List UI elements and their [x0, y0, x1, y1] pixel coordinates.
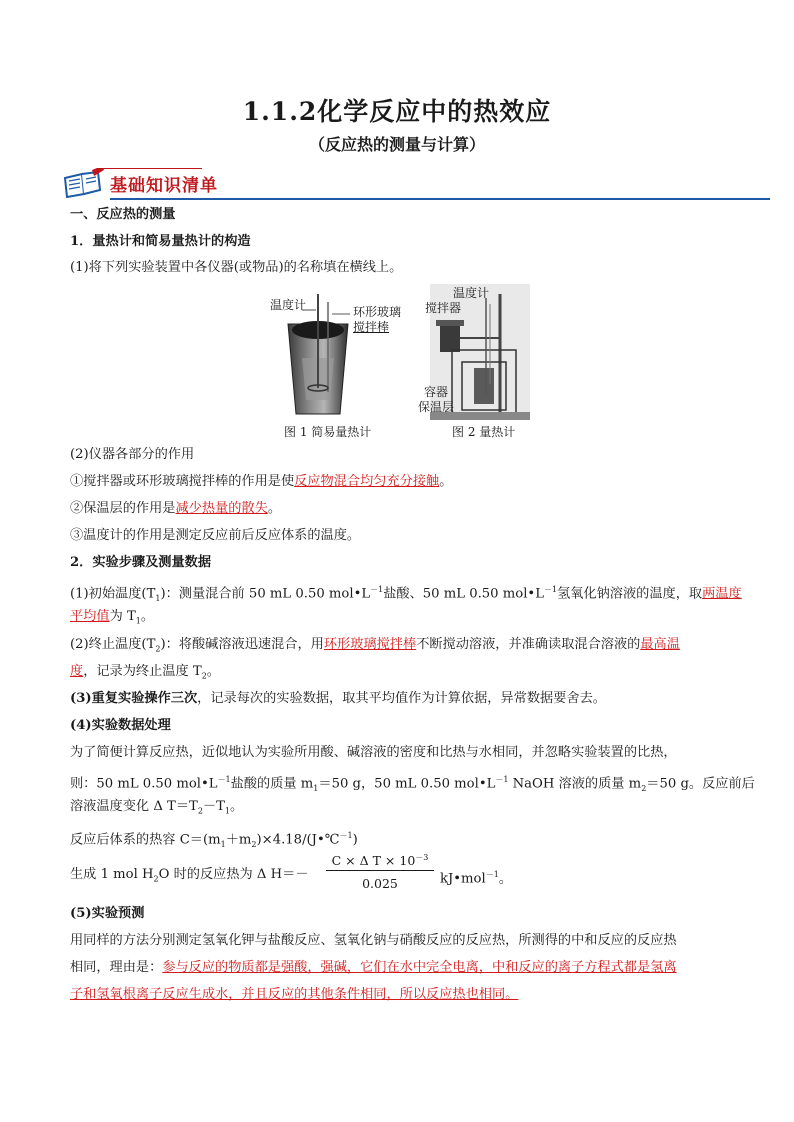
- fraction-bar: [326, 870, 434, 871]
- heading-1: 一、反应热的测量: [70, 207, 176, 222]
- paragraph: 平均值为 $T_1$。: [70, 609, 155, 626]
- answer-blank: 度: [70, 664, 84, 679]
- fig2-caption: 图 2 量热计: [452, 425, 516, 439]
- paragraph: 反应后体系的热容 $C=(m_1+m_2)\times 4.18/(J•℃^{-1})$: [70, 831, 358, 850]
- answer-blank: 两温度: [702, 586, 742, 602]
- page-title: 1.1.2化学反应中的热效应: [242, 97, 552, 126]
- paragraph: 则：50 mL 0.50 $mol•L^{-1}$盐酸的质量 $m_1=50$ g，50 mL 0.50 $mol•L^{-1}$ NaOH 溶液的质量 $m_2=50$ g。反应前后: [70, 775, 755, 794]
- paragraph: 用同样的方法分别测定氢氧化钾与盐酸反应、氢氧化钠与硝酸反应的反应热，所测得的中和反应的反应热: [70, 933, 677, 948]
- header-top-rule: [102, 168, 202, 169]
- paragraph: (1)将下列实验装置中各仪器(或物品)的名称填在横线上。: [70, 260, 403, 275]
- formula-line: 生成 1 mol $H_2O$ 时的反应热为 Δ H＝－: [70, 867, 309, 884]
- heading-2: 2．实验步骤及测量数据: [70, 555, 212, 570]
- page-subtitle: （反应热的测量与计算）: [308, 135, 485, 154]
- fig2-container-label: 容器: [424, 385, 449, 399]
- paragraph: ②保温层的作用是减少热量的散失。: [70, 501, 281, 516]
- answer-blank: 减少热量的散失: [175, 501, 268, 516]
- fig1-stir-label-a: 环形玻璃: [353, 305, 402, 319]
- heading-4: (5)实验预测: [70, 906, 145, 921]
- paragraph: ③温度计的作用是测定反应前后反应体系的温度。: [70, 528, 361, 543]
- answer-blank: 最高温: [640, 637, 680, 652]
- fraction-numerator: C × Δ $T \times 10^{-3}$: [331, 853, 429, 869]
- paragraph: 相同，理由是：参与反应的物质都是强酸，强碱，它们在水中完全电离，中和反应的离子方程式都是氢离: [70, 960, 677, 975]
- paragraph: 度，记录为终止温度 $T_2$。: [70, 664, 220, 681]
- book-icon: [62, 168, 106, 198]
- fig2-insulation-label: 保温层: [418, 400, 455, 414]
- section-header: [62, 166, 712, 200]
- heading-1-1: 1．量热计和简易量热计的构造: [70, 234, 251, 249]
- paragraph: (2)仪器各部分的作用: [70, 447, 195, 462]
- answer-blank: 平均值: [70, 609, 110, 624]
- answer-blank: 参与反应的物质都是强酸，强碱，它们在水中完全电离，中和反应的离子方程式都是氢离: [162, 960, 677, 975]
- paragraph: 溶液温度变化 Δ $T=T_2-T_1$。: [70, 799, 244, 816]
- answer-blank: 环形玻璃搅拌棒: [323, 637, 417, 652]
- paragraph: 为了简便计算反应热，近似地认为实验所用酸、碱溶液的密度和比热与水相同，并忽略实验装置的比热，: [70, 745, 677, 760]
- paragraph: (3)重复实验操作三次，记录每次的实验数据，取其平均值作为计算依据，异常数据要舍去。: [70, 691, 606, 706]
- fig1-stir-label-b: 搅拌棒: [353, 320, 390, 334]
- paragraph: ①搅拌器或环形玻璃搅拌棒的作用是使反应物混合均匀充分接触。: [70, 474, 453, 489]
- fig1-thermometer-label: 温度计: [270, 298, 307, 312]
- fig1-caption: 图 1 简易量热计: [284, 425, 372, 439]
- paragraph: [70, 986, 730, 1004]
- formula-unit: kJ•mol$^{-1}$。: [440, 870, 512, 887]
- section-label: 基础知识清单: [110, 176, 218, 196]
- paragraph: (2)终止温度$(T_2)$：将酸碱溶液迅速混合，用环形玻璃搅拌棒不断搅动溶液，并准确读取混合溶液的最高温: [70, 637, 680, 654]
- fig2-stirrer-label: 搅拌器: [425, 301, 462, 315]
- paragraph: (1)初始温度$(T_1)$：测量混合前 50 mL 0.50 $mol•L^{-1}$盐酸、50 mL 0.50 $mol•L^{-1}$氢氧化钠溶液的温度，取两温度: [70, 585, 742, 604]
- fraction-denominator: 0.025: [362, 876, 398, 891]
- header-rule: [110, 198, 770, 200]
- fig2-thermometer-label: 温度计: [453, 286, 490, 300]
- answer-blank: 反应物混合均匀充分接触: [294, 474, 440, 489]
- heading-3: (4)实验数据处理: [70, 718, 171, 733]
- answer-blank: 子和氢氧根离子反应生成水，并且反应的其他条件相同，所以反应热也相同。: [70, 987, 519, 1002]
